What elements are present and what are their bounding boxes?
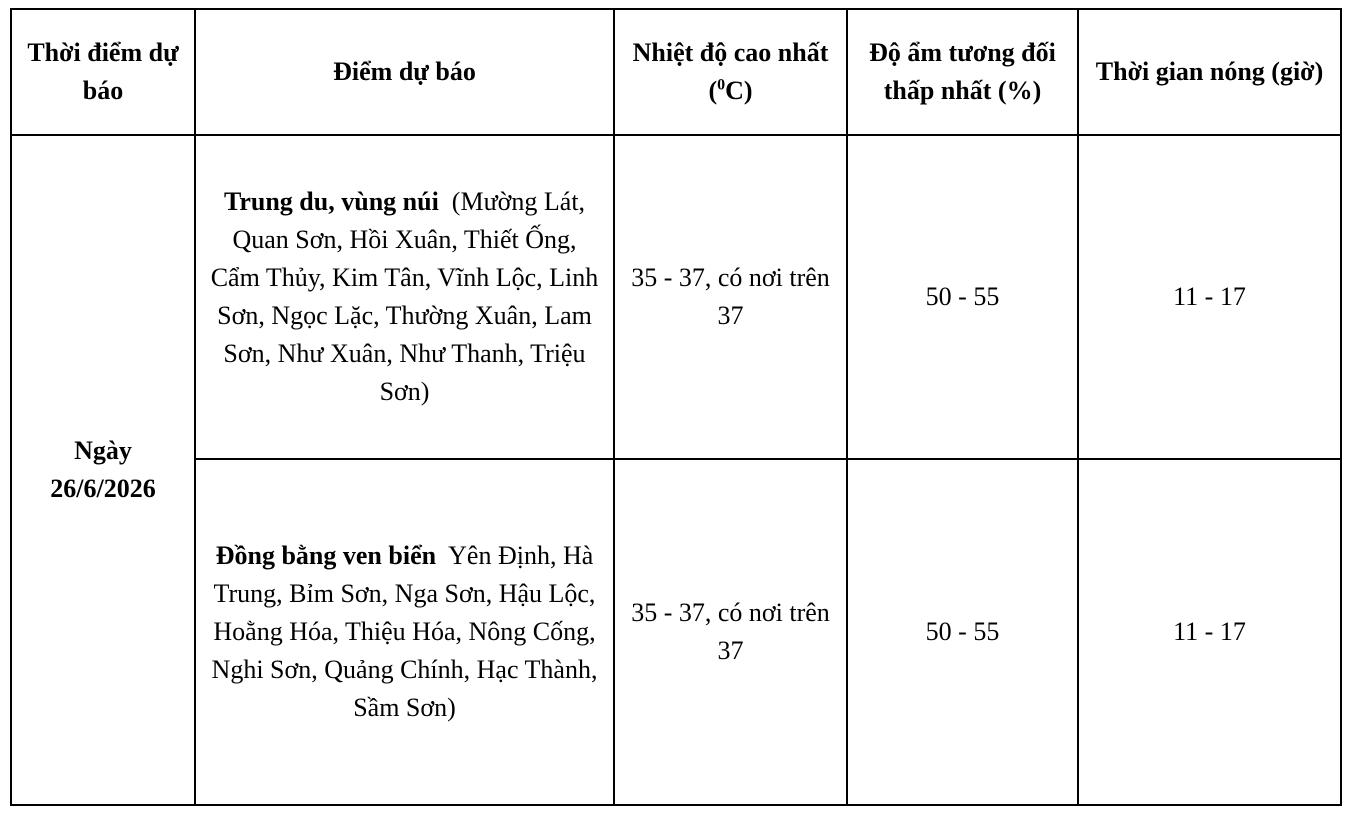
forecast-table (10, 8, 1342, 806)
header-temperature-prefix: Nhiệt độ cao nhất ( (632, 38, 829, 105)
humidity-cell: 50 - 55 (847, 459, 1078, 805)
region-cell (195, 459, 614, 805)
region-name: Đồng bằng ven biển (215, 541, 437, 570)
region-cell (195, 135, 614, 459)
table-row (11, 135, 1341, 459)
date-label: Ngày (74, 436, 132, 465)
header-temperature-suffix: C) (725, 76, 753, 105)
header-location: Điểm dự báo (195, 9, 614, 135)
temperature-cell: 35 - 37, có nơi trên 37 (614, 459, 847, 805)
header-hot-hours: Thời gian nóng (giờ) (1078, 9, 1341, 135)
table-row (11, 459, 1341, 805)
hot-hours-cell: 11 - 17 (1078, 135, 1341, 459)
humidity-cell: 50 - 55 (847, 135, 1078, 459)
region-places: (Mường Lát, Quan Sơn, Hồi Xuân, Thiết Ống, Cẩm Thủy, Kim Tân, Vĩnh Lộc, Linh Sơn, Ngọc Lặc, Thường Xuân, Lam Sơn, Như Xuân, Như Thanh, Triệu Sơn) (210, 187, 599, 406)
temperature-cell: 35 - 37, có nơi trên 37 (614, 135, 847, 459)
date-cell (11, 135, 195, 805)
header-temperature-degree: 0 (717, 76, 726, 94)
hot-hours-cell: 11 - 17 (1078, 459, 1341, 805)
header-humidity: Độ ẩm tương đối thấp nhất (%) (847, 9, 1078, 135)
header-row (11, 9, 1341, 135)
header-temperature (614, 9, 847, 135)
date-value: 26/6/2026 (50, 474, 156, 503)
header-time: Thời điểm dự báo (11, 9, 195, 135)
region-places: Yên Định, Hà Trung, Bỉm Sơn, Nga Sơn, Hậu Lộc, Hoằng Hóa, Thiệu Hóa, Nông Cống, Nghi Sơn, Quảng Chính, Hạc Thành, Sầm Sơn) (211, 541, 598, 722)
region-name: Trung du, vùng núi (223, 187, 439, 216)
